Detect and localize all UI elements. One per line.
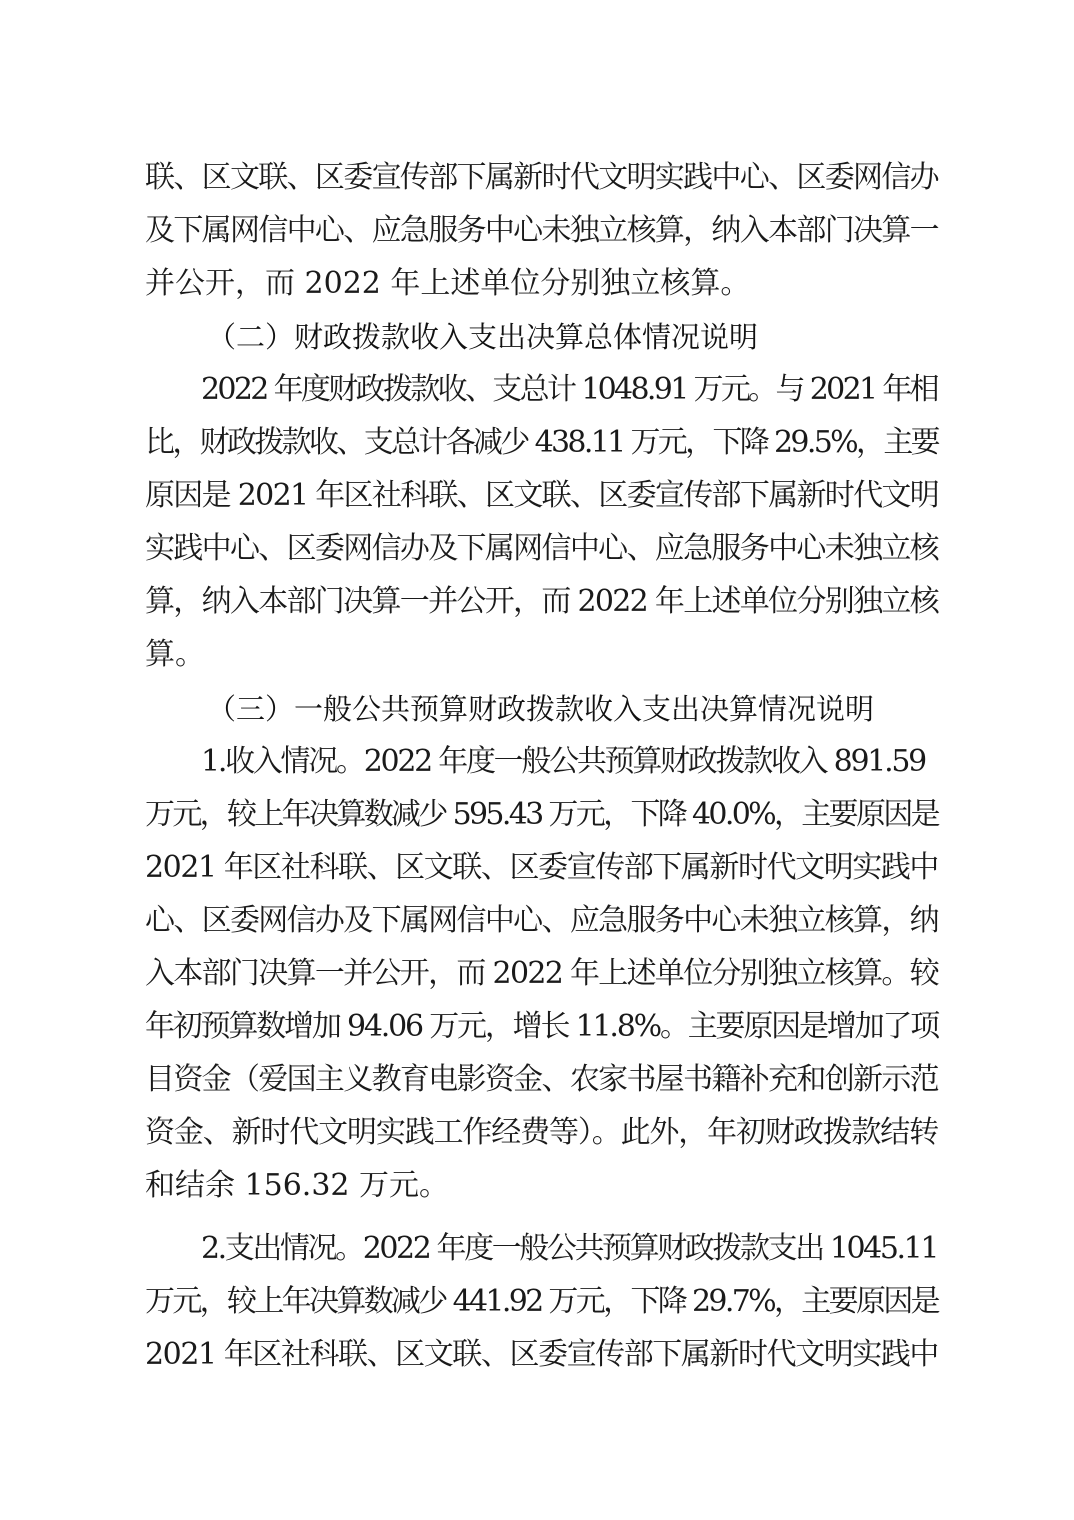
text-line: 及下属网信中心、应急服务中心未独立核算，纳入本部门决算一 — [145, 213, 938, 248]
text-line: 算，纳入本部门决算一并公开，而 2022 年上述单位分别独立核 — [145, 584, 938, 619]
text-line: 年初预算数增加 94.06 万元，增长 11.8%。主要原因是增加了项 — [145, 1009, 938, 1044]
text-line: 2.支出情况。2022 年度一般公共预算财政拨款支出 1045.11 — [201, 1231, 937, 1266]
text-line: 原因是 2021 年区社科联、区文联、区委宣传部下属新时代文明 — [145, 478, 938, 513]
text-line: 并公开，而 2022 年上述单位分别独立核算。 — [145, 266, 751, 301]
text-line: 2021 年区社科联、区文联、区委宣传部下属新时代文明实践中 — [145, 1337, 938, 1372]
section-heading: （三）一般公共预算财政拨款收入支出决算情况说明 — [207, 692, 875, 726]
text-line: 万元，较上年决算数减少 595.43 万元，下降 40.0%，主要原因是 — [145, 797, 938, 832]
text-line: 比，财政拨款收、支总计各减少 438.11 万元，下降 29.5%，主要 — [145, 425, 938, 460]
text-line: 算。 — [145, 637, 205, 672]
text-line: 实践中心、区委网信办及下属网信中心、应急服务中心未独立核 — [145, 531, 938, 566]
text-line: 万元，较上年决算数减少 441.92 万元，下降 29.7%，主要原因是 — [145, 1284, 938, 1319]
text-line: 心、区委网信办及下属网信中心、应急服务中心未独立核算，纳 — [145, 903, 938, 938]
text-line: 目资金（爱国主义教育电影资金、农家书屋书籍补充和创新示范 — [145, 1062, 938, 1097]
text-line: 2022 年度财政拨款收、支总计 1048.91 万元。与 2021 年相 — [201, 372, 937, 407]
section-heading: （二）财政拨款收入支出决算总体情况说明 — [207, 320, 759, 354]
text-line: 联、区文联、区委宣传部下属新时代文明实践中心、区委网信办 — [145, 160, 938, 195]
text-line: 入本部门决算一并公开，而 2022 年上述单位分别独立核算。较 — [145, 956, 938, 991]
text-line: 1.收入情况。2022 年度一般公共预算财政拨款收入 891.59 — [201, 744, 925, 779]
text-line: 和结余 156.32 万元。 — [145, 1168, 450, 1203]
text-line: 2021 年区社科联、区文联、区委宣传部下属新时代文明实践中 — [145, 850, 938, 885]
text-line: 资金、新时代文明实践工作经费等）。此外，年初财政拨款结转 — [145, 1115, 938, 1150]
